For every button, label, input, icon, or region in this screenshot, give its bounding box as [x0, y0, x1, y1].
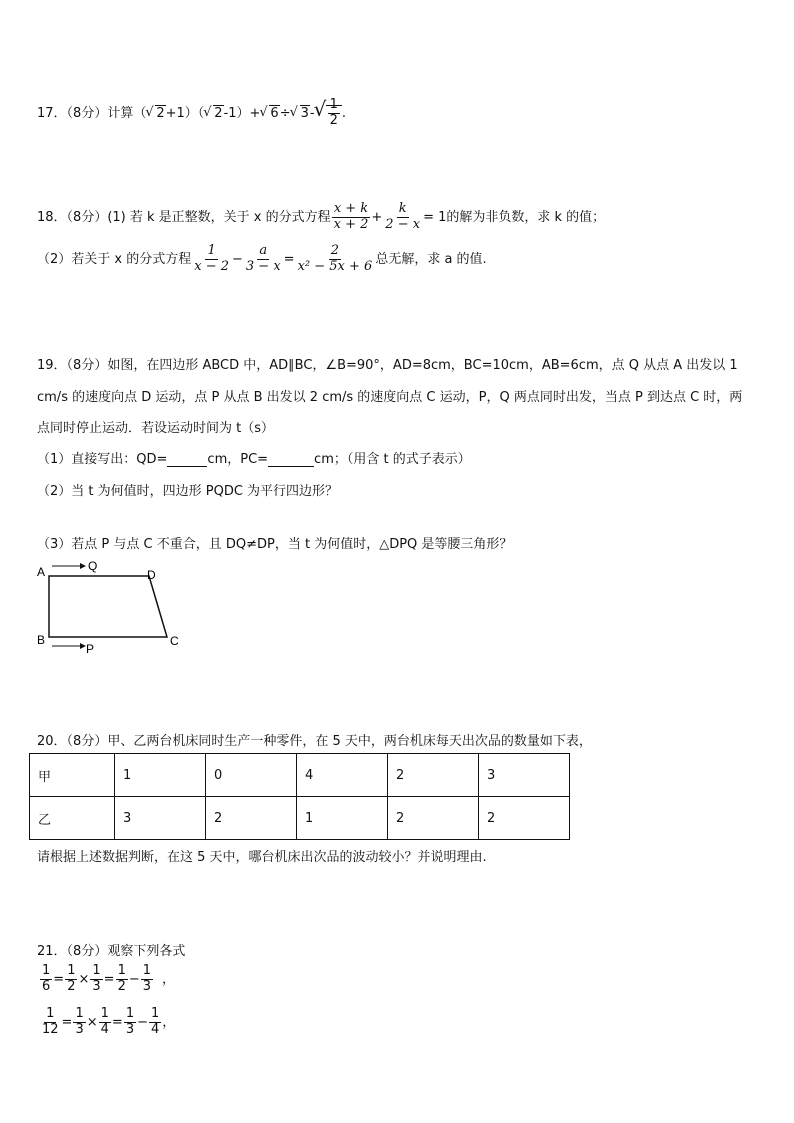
q18-line1-prefix: 18．（8分）(1) 若 k 是正整数，关于 x 的分式方程 — [37, 209, 331, 225]
question-17 — [37, 98, 346, 129]
table-cell: 4 — [297, 754, 388, 797]
q19-line3: 点同时停止运动．若设运动时间为 t（s） — [37, 421, 275, 436]
table-cell: 2 — [206, 797, 297, 840]
q17-prefix: 17．（8分）计算（ — [37, 106, 147, 121]
plus-sign: + — [371, 209, 383, 225]
fraction-x-plus-k: $\frac{x + k}{x + 2}$ — [333, 201, 369, 232]
sqrt-6: √ 6 — [260, 106, 279, 121]
q19-line2: cm/s 的速度向点 D 运动，点 P 从点 B 出发以 2 cm/s 的速度向点 C 运动，P，Q 两点同时出发，当点 P 到达点 C 时，两 — [37, 390, 743, 405]
table-cell: 0 — [206, 754, 297, 797]
q19-sub1-c: cm；（用含 t 的式子表示） — [314, 452, 471, 467]
q19-sub2: （2）当 t 为何值时，四边形 PQDC 为平行四边形？ — [37, 484, 339, 499]
q19-line1: 19．（8分）如图，在四边形 ABCD 中，AD∥BC，∠B=90°，AD=8cm，BC=10cm，AB=6cm，点 Q 从点 A 出发以 1 — [37, 358, 738, 373]
q17-part1: +1）（ — [165, 106, 205, 121]
q17-part2: -1）+ — [223, 106, 261, 121]
q18-line2-prefix: （2）若关于 x 的分式方程 — [37, 251, 192, 267]
minus-sign: − — [232, 251, 243, 267]
table-cell: 2 — [388, 754, 479, 797]
q20-question: 请根据上述数据判断，在这 5 天中，哪台机床出次品的波动较小？并说明理由. — [37, 850, 487, 865]
q19-sub1-b: cm，PC= — [207, 452, 269, 467]
trapezoid-figure — [30, 556, 190, 656]
q18-line2-suffix: 总无解，求 a 的值. — [375, 251, 487, 267]
q19-sub1 — [37, 448, 471, 467]
trapezoid-abcd — [49, 576, 167, 637]
divide-sign: ÷ — [279, 106, 291, 121]
table-cell: 2 — [479, 797, 570, 840]
row-label: 乙 — [30, 797, 115, 840]
q20-intro: 20．（8分）甲、乙两台机床同时生产一种零件，在 5 天中，两台机床每天出次品的数量如下表， — [37, 734, 592, 749]
table-cell: 2 — [388, 797, 479, 840]
label-a: A — [37, 565, 46, 579]
answer-blank-pc — [268, 454, 314, 467]
q21-row2: $\frac{1}{12}$ = $\frac{1}{3}$ × $\frac{1}{4}$ = $\frac{1}{3}$ − $\frac{1}{4}$ ， — [42, 1006, 176, 1037]
table-row — [30, 754, 570, 797]
equals-sign: = — [283, 251, 295, 267]
fraction-1-over-x-minus-2: $\frac{1}{x - 2}$ — [194, 243, 229, 274]
q19-sub3: （3）若点 P 与点 C 不重合，且 DQ≠DP，当 t 为何值时，△DPQ 是等腰三角形？ — [37, 537, 513, 552]
q21-intro: 21．（8分）观察下列各式 — [37, 944, 186, 959]
defects-table — [29, 753, 570, 840]
table-cell: 3 — [115, 797, 206, 840]
q18-line1-suffix: = 1的解为非负数，求 k 的值； — [423, 209, 606, 225]
label-b: B — [37, 633, 46, 647]
sqrt-3: √ 3 — [291, 106, 310, 121]
row-label: 甲 — [30, 754, 115, 797]
fraction-k: $\frac{k}{2 - x}$ — [385, 201, 421, 232]
question-18-line1 — [37, 202, 605, 233]
label-p: P — [86, 642, 95, 656]
label-q: Q — [88, 559, 98, 573]
label-c: C — [170, 634, 179, 648]
table-cell: 3 — [479, 754, 570, 797]
fraction-a: $\frac{a}{3 - x}$ — [245, 243, 281, 274]
q21-row1: $\frac{1}{6}$ = $\frac{1}{2}$ × $\frac{1}{3}$ = $\frac{1}{2}$ − $\frac{1}{3}$ ， — [42, 963, 176, 994]
fraction-2-over-quadratic: $\frac{2}{\text{x² − 5x + 6}}$ — [297, 243, 373, 274]
minus-sign: - — [309, 106, 315, 121]
answer-blank-qd — [167, 454, 207, 467]
sqrt-2-a: √ 2 — [146, 106, 165, 121]
q19-sub1-a: （1）直接写出：QD= — [37, 452, 168, 467]
arrowhead-q — [80, 563, 86, 569]
table-row — [30, 797, 570, 840]
table-cell: 1 — [115, 754, 206, 797]
table-cell: 1 — [297, 797, 388, 840]
question-18-line2 — [37, 244, 487, 275]
q17-end: . — [341, 106, 347, 121]
sqrt-2-b: √ 2 — [204, 106, 223, 121]
sqrt-half: √ $\frac{1}{2}$ — [315, 98, 342, 129]
label-d: D — [147, 568, 156, 582]
